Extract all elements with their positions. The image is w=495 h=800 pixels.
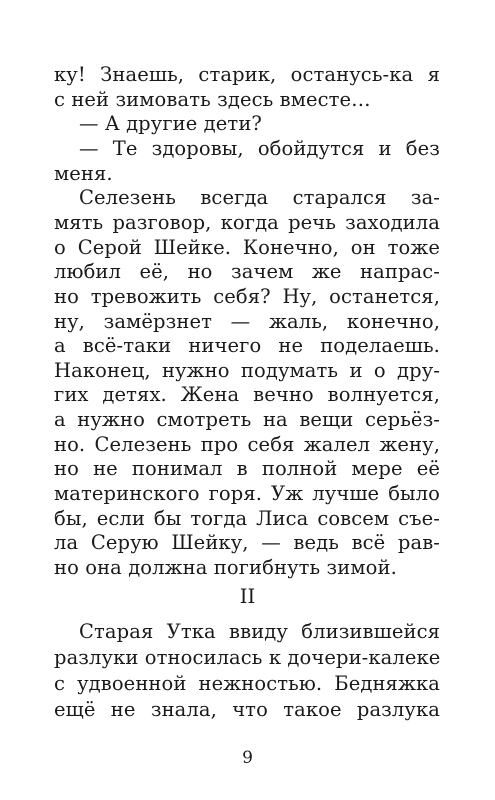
text-line: любил её, но зачем же напрас- (54, 260, 440, 284)
text-line: но она должна погибнуть зимой. (54, 556, 397, 579)
text-line: но тревожить себя? Ну, останется, (54, 284, 440, 308)
text-line: с удвоенной нежностью. Бедняжка (54, 672, 440, 695)
text-line: ла Серую Шейку, — ведь всё рав- (54, 531, 440, 555)
text-line: меня. (54, 161, 113, 185)
text-line: но. Селезень про себя жалел жену, (54, 432, 440, 456)
text-line: материнского горя. Уж лучше было (54, 482, 440, 506)
paragraph-first-line: Селезень всегда старался за- (79, 186, 440, 210)
paragraph-first-line: Старая Утка ввиду близившейся (79, 620, 440, 643)
text-line: ещё не знала, что такое разлука (54, 698, 440, 721)
text-line: а нужно смотреть на вещи серьёз- (54, 408, 440, 432)
chapter-heading: II (239, 585, 256, 608)
text-line: о Серой Шейке. Конечно, он тоже (54, 235, 440, 259)
text-line: но не понимал в полной мере её (54, 457, 440, 481)
dialogue-line: — А другие дети? (79, 112, 262, 136)
dialogue-line: — Те здоровы, обойдутся и без (79, 136, 440, 160)
text-line: мять разговор, когда речь заходила (54, 210, 440, 234)
text-line: ну, замёрзнет — жаль, конечно, (54, 309, 440, 333)
text-line: а всё-таки ничего не поделаешь. (54, 334, 440, 358)
text-line: Наконец, нужно подумать и о дру- (54, 358, 440, 382)
text-line: бы, если бы тогда Лиса совсем съе- (54, 506, 440, 530)
text-line: гих детях. Жена вечно волнуется, (54, 383, 440, 407)
text-line: ку! Знаешь, старик, останусь-ка я (54, 63, 440, 86)
page-number: 9 (242, 748, 253, 768)
text-line: разлуки относилась к дочери-калеке (54, 646, 441, 669)
text-line: с ней зимовать здесь вместе… (54, 87, 371, 111)
